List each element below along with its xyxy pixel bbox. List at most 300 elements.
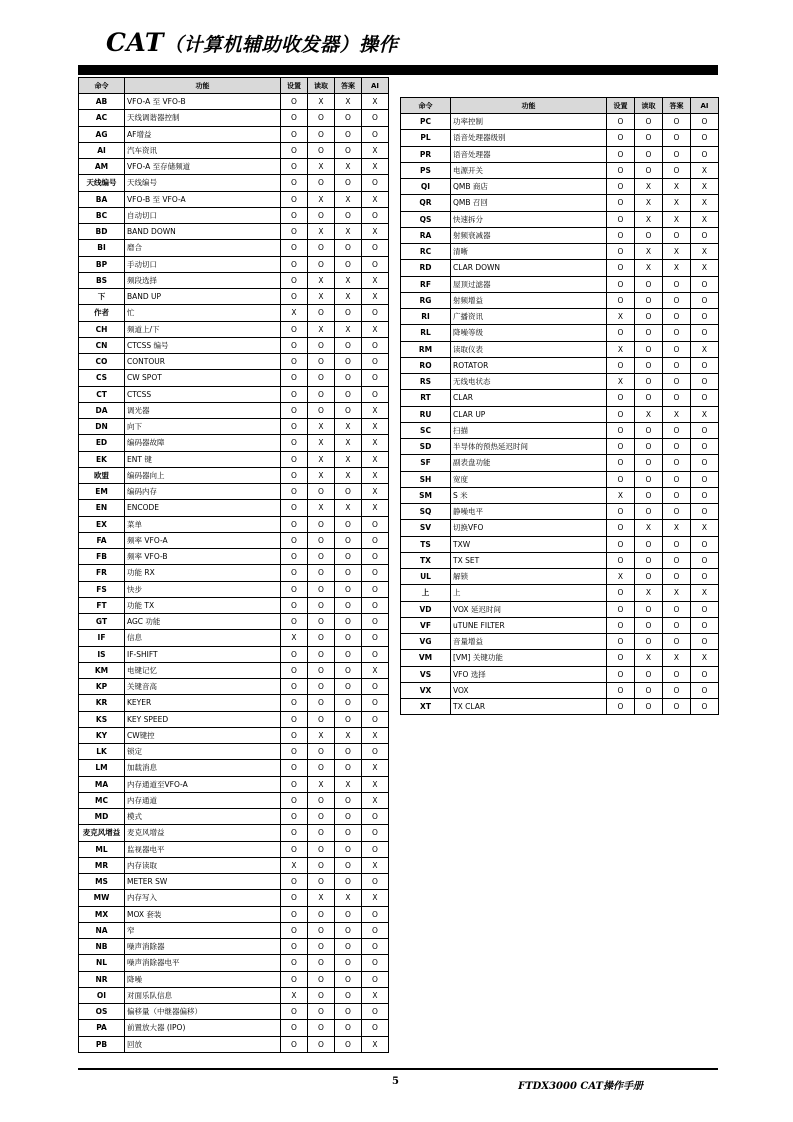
cell-read: O: [635, 666, 663, 682]
cell-command: EX: [79, 516, 125, 532]
cell-read: O: [635, 146, 663, 162]
cell-read: O: [308, 126, 335, 142]
table-row: [79, 955, 389, 971]
cell-function: 锁定: [125, 744, 281, 760]
cell-command: MW: [79, 890, 125, 906]
cell-ai: O: [691, 471, 719, 487]
cell-answer: O: [335, 126, 362, 142]
cell-command: KR: [79, 695, 125, 711]
table-row: [401, 552, 719, 568]
table-row: [401, 585, 719, 601]
cell-ai: O: [691, 439, 719, 455]
table-row: [401, 130, 719, 146]
cell-ai: X: [691, 211, 719, 227]
cell-answer: O: [335, 142, 362, 158]
cell-set: O: [281, 419, 308, 435]
cell-function: KEY SPEED: [125, 711, 281, 727]
cell-read: X: [635, 406, 663, 422]
cell-read: O: [635, 422, 663, 438]
cell-set: O: [281, 94, 308, 110]
cell-ai: O: [691, 422, 719, 438]
cell-set: O: [281, 337, 308, 353]
cell-ai: O: [362, 516, 389, 532]
cell-function: 屋顶过滤器: [451, 276, 607, 292]
cell-answer: O: [335, 370, 362, 386]
cell-read: O: [308, 110, 335, 126]
cell-set: O: [281, 110, 308, 126]
cell-answer: O: [663, 617, 691, 633]
cell-function: 降噪: [125, 971, 281, 987]
cell-command: RO: [401, 357, 451, 373]
cell-set: X: [281, 630, 308, 646]
cell-set: X: [281, 987, 308, 1003]
table-row: [79, 94, 389, 110]
cell-read: O: [308, 337, 335, 353]
cell-answer: X: [335, 727, 362, 743]
cell-function: 内存读取: [125, 857, 281, 873]
cell-read: X: [308, 94, 335, 110]
cell-set: O: [607, 585, 635, 601]
header-bar: [78, 65, 718, 75]
cell-read: O: [308, 841, 335, 857]
cell-ai: X: [691, 406, 719, 422]
cell-ai: O: [691, 114, 719, 130]
table-row: [79, 890, 389, 906]
cell-command: SD: [401, 439, 451, 455]
cell-command: NB: [79, 939, 125, 955]
cell-answer: X: [663, 585, 691, 601]
cell-set: O: [607, 634, 635, 650]
cell-answer: O: [335, 841, 362, 857]
table-row: [79, 402, 389, 418]
cell-answer: O: [335, 386, 362, 402]
table-row: [401, 666, 719, 682]
cell-set: O: [607, 682, 635, 698]
cell-ai: O: [691, 276, 719, 292]
cell-ai: O: [362, 906, 389, 922]
table-row: [401, 244, 719, 260]
cell-command: OS: [79, 1004, 125, 1020]
cell-command: RD: [401, 260, 451, 276]
cell-ai: X: [362, 435, 389, 451]
cell-function: CLAR DOWN: [451, 260, 607, 276]
cell-set: O: [607, 439, 635, 455]
cell-ai: X: [362, 142, 389, 158]
cell-answer: O: [663, 504, 691, 520]
cell-function: VFO-A 至存储频道: [125, 159, 281, 175]
cell-command: BC: [79, 207, 125, 223]
cell-function: 快速拆分: [451, 211, 607, 227]
cell-ai: X: [362, 500, 389, 516]
cell-ai: X: [691, 260, 719, 276]
table-row: [79, 500, 389, 516]
cell-read: X: [308, 435, 335, 451]
cell-function: 电键记忆: [125, 662, 281, 678]
cell-ai: O: [691, 569, 719, 585]
table-row: [79, 874, 389, 890]
cell-set: O: [607, 699, 635, 715]
cell-set: O: [281, 402, 308, 418]
cell-answer: X: [335, 451, 362, 467]
cell-command: IS: [79, 646, 125, 662]
cell-read: O: [308, 906, 335, 922]
cell-command: XT: [401, 699, 451, 715]
cell-ai: O: [362, 809, 389, 825]
table-row: [79, 256, 389, 272]
cell-function: 频率 VFO-A: [125, 532, 281, 548]
cell-set: O: [281, 695, 308, 711]
cell-read: X: [635, 585, 663, 601]
cell-command: NA: [79, 922, 125, 938]
cell-read: X: [308, 321, 335, 337]
cell-command: MX: [79, 906, 125, 922]
table-row: [79, 825, 389, 841]
cell-answer: X: [663, 195, 691, 211]
cell-answer: O: [335, 1036, 362, 1052]
cell-ai: O: [362, 646, 389, 662]
cell-set: O: [607, 211, 635, 227]
cell-command: QI: [401, 179, 451, 195]
cell-set: O: [607, 617, 635, 633]
table-row: [401, 276, 719, 292]
title-main: CAT: [106, 28, 165, 57]
cell-set: O: [281, 224, 308, 240]
header-answer: 答案: [335, 78, 362, 94]
cell-read: O: [635, 439, 663, 455]
cell-command: EK: [79, 451, 125, 467]
header-function: 功能: [125, 78, 281, 94]
cell-read: O: [308, 922, 335, 938]
cell-set: O: [607, 227, 635, 243]
cell-answer: X: [663, 260, 691, 276]
cell-function: MOX 套装: [125, 906, 281, 922]
cell-set: O: [607, 650, 635, 666]
cell-read: O: [308, 565, 335, 581]
cell-command: EN: [79, 500, 125, 516]
cell-function: 关键音高: [125, 679, 281, 695]
header-function: 功能: [451, 98, 607, 114]
cell-ai: X: [691, 650, 719, 666]
cell-ai: O: [362, 581, 389, 597]
cell-command: PL: [401, 130, 451, 146]
cell-command: FB: [79, 549, 125, 565]
cell-read: X: [635, 211, 663, 227]
cell-command: FS: [79, 581, 125, 597]
table-row: [401, 390, 719, 406]
cell-command: MD: [79, 809, 125, 825]
cell-ai: O: [362, 532, 389, 548]
cell-command: VX: [401, 682, 451, 698]
cell-answer: O: [335, 939, 362, 955]
cell-function: TX CLAR: [451, 699, 607, 715]
cell-command: CN: [79, 337, 125, 353]
cell-read: O: [308, 662, 335, 678]
cell-answer: O: [335, 744, 362, 760]
cell-command: RF: [401, 276, 451, 292]
cell-ai: X: [691, 585, 719, 601]
cell-command: KM: [79, 662, 125, 678]
cell-read: O: [308, 549, 335, 565]
cell-set: O: [281, 272, 308, 288]
table-row: [79, 630, 389, 646]
cell-read: O: [635, 569, 663, 585]
cell-ai: X: [362, 289, 389, 305]
cell-set: X: [607, 341, 635, 357]
cell-function: 调光器: [125, 402, 281, 418]
cell-ai: O: [691, 390, 719, 406]
cell-answer: X: [335, 94, 362, 110]
cell-read: O: [635, 471, 663, 487]
cell-read: O: [308, 679, 335, 695]
cell-ai: O: [362, 711, 389, 727]
cell-read: O: [308, 1020, 335, 1036]
cell-ai: O: [362, 126, 389, 142]
cell-read: O: [635, 357, 663, 373]
cell-command: SM: [401, 487, 451, 503]
table-row: [401, 617, 719, 633]
cell-command: PA: [79, 1020, 125, 1036]
cell-command: PS: [401, 162, 451, 178]
cell-function: 磨合: [125, 240, 281, 256]
table-row: [401, 520, 719, 536]
cell-read: X: [308, 451, 335, 467]
cell-function: 降噪等级: [451, 325, 607, 341]
cell-set: O: [281, 922, 308, 938]
title-subtitle: （计算机辅助收发器）操作: [164, 34, 399, 56]
table-row: [401, 357, 719, 373]
cell-command: RU: [401, 406, 451, 422]
cell-set: O: [281, 597, 308, 613]
cell-ai: X: [362, 776, 389, 792]
cell-read: O: [308, 175, 335, 191]
cell-answer: O: [663, 471, 691, 487]
table-row: [79, 939, 389, 955]
cell-ai: O: [691, 292, 719, 308]
cell-function: IF-SHIFT: [125, 646, 281, 662]
cell-read: X: [635, 244, 663, 260]
cell-answer: X: [335, 890, 362, 906]
cell-command: SV: [401, 520, 451, 536]
cell-read: O: [308, 1036, 335, 1052]
cell-function: 编码器故障: [125, 435, 281, 451]
command-table-left: [78, 77, 389, 1053]
cell-read: O: [308, 484, 335, 500]
cell-read: O: [308, 305, 335, 321]
cell-answer: O: [335, 110, 362, 126]
cell-set: O: [281, 565, 308, 581]
cell-set: O: [281, 240, 308, 256]
table-row: [79, 126, 389, 142]
table-row: [79, 240, 389, 256]
cell-ai: O: [691, 699, 719, 715]
cell-read: O: [635, 325, 663, 341]
cell-set: O: [281, 955, 308, 971]
table-row: [79, 792, 389, 808]
cell-ai: O: [691, 666, 719, 682]
cell-function: 噪声消除器: [125, 939, 281, 955]
cell-ai: O: [691, 682, 719, 698]
cell-function: CONTOUR: [125, 354, 281, 370]
cell-read: X: [308, 191, 335, 207]
header-set: 设置: [281, 78, 308, 94]
cell-set: O: [281, 792, 308, 808]
table-row: [401, 601, 719, 617]
table-row: [401, 650, 719, 666]
cell-read: O: [635, 601, 663, 617]
cell-answer: O: [335, 646, 362, 662]
cell-answer: O: [663, 162, 691, 178]
cell-ai: X: [362, 890, 389, 906]
cell-function: 功率控制: [451, 114, 607, 130]
cell-set: X: [281, 857, 308, 873]
cell-function: 加载消息: [125, 760, 281, 776]
cell-ai: O: [362, 939, 389, 955]
cell-set: X: [607, 309, 635, 325]
cell-set: O: [607, 146, 635, 162]
cell-set: O: [281, 890, 308, 906]
manual-title: FTDX3000 CAT操作手册: [518, 1081, 643, 1092]
table-row: [79, 159, 389, 175]
cell-ai: X: [691, 162, 719, 178]
cell-function: VOX: [451, 682, 607, 698]
cell-set: O: [607, 195, 635, 211]
cell-read: O: [635, 309, 663, 325]
cell-command: FR: [79, 565, 125, 581]
header-command: 命令: [401, 98, 451, 114]
cell-ai: O: [362, 922, 389, 938]
cell-answer: O: [663, 357, 691, 373]
cell-read: O: [308, 857, 335, 873]
cell-command: ML: [79, 841, 125, 857]
cell-command: VS: [401, 666, 451, 682]
cell-command: TX: [401, 552, 451, 568]
table-row: [401, 422, 719, 438]
cell-ai: X: [362, 987, 389, 1003]
cell-function: 自动切口: [125, 207, 281, 223]
cell-set: O: [281, 809, 308, 825]
cell-function: 频道上/下: [125, 321, 281, 337]
cell-answer: O: [663, 439, 691, 455]
cell-answer: O: [335, 809, 362, 825]
cell-function: 无线电状态: [451, 374, 607, 390]
cell-ai: O: [691, 227, 719, 243]
cell-ai: O: [362, 305, 389, 321]
cell-read: O: [635, 699, 663, 715]
cell-function: S 米: [451, 487, 607, 503]
cell-answer: O: [663, 390, 691, 406]
table-row: [401, 341, 719, 357]
cell-function: QMB 商店: [451, 179, 607, 195]
table-row: [79, 906, 389, 922]
cell-set: O: [281, 825, 308, 841]
cell-set: O: [281, 126, 308, 142]
cell-function: 上: [451, 585, 607, 601]
cell-ai: O: [691, 146, 719, 162]
table-header-row: [79, 78, 389, 94]
cell-ai: O: [362, 971, 389, 987]
table-row: [79, 435, 389, 451]
cell-ai: X: [691, 341, 719, 357]
cell-read: O: [308, 597, 335, 613]
cell-answer: O: [335, 874, 362, 890]
cell-read: X: [308, 159, 335, 175]
cell-command: RA: [401, 227, 451, 243]
cell-set: O: [281, 321, 308, 337]
cell-command: QR: [401, 195, 451, 211]
cell-read: O: [308, 354, 335, 370]
cell-set: O: [607, 601, 635, 617]
cell-answer: O: [663, 569, 691, 585]
table-row: [79, 727, 389, 743]
cell-function: ROTATOR: [451, 357, 607, 373]
table-row: [79, 175, 389, 191]
cell-command: 欧盟: [79, 467, 125, 483]
cell-ai: O: [362, 565, 389, 581]
cell-answer: O: [335, 662, 362, 678]
cell-command: RL: [401, 325, 451, 341]
cell-command: NR: [79, 971, 125, 987]
cell-ai: X: [362, 1036, 389, 1052]
header-ai: AI: [362, 78, 389, 94]
cell-answer: O: [335, 549, 362, 565]
cell-read: O: [635, 227, 663, 243]
cell-command: SH: [401, 471, 451, 487]
table-row: [401, 309, 719, 325]
cell-ai: X: [362, 484, 389, 500]
table-row: [401, 455, 719, 471]
cell-answer: O: [663, 699, 691, 715]
table-row: [79, 467, 389, 483]
cell-function: 语音处理器级别: [451, 130, 607, 146]
cell-ai: O: [362, 630, 389, 646]
cell-ai: O: [362, 874, 389, 890]
cell-ai: X: [362, 321, 389, 337]
cell-read: X: [308, 727, 335, 743]
table-row: [79, 289, 389, 305]
header-read: 读取: [308, 78, 335, 94]
cell-answer: O: [663, 130, 691, 146]
cell-ai: O: [362, 256, 389, 272]
table-row: [79, 841, 389, 857]
cell-set: O: [281, 939, 308, 955]
cell-command: PC: [401, 114, 451, 130]
table-row: [401, 179, 719, 195]
cell-ai: X: [362, 467, 389, 483]
table-row: [401, 227, 719, 243]
cell-function: METER SW: [125, 874, 281, 890]
cell-read: X: [308, 289, 335, 305]
cell-set: O: [281, 175, 308, 191]
cell-answer: O: [663, 455, 691, 471]
cell-set: O: [607, 504, 635, 520]
table-row: [401, 406, 719, 422]
cell-ai: O: [691, 487, 719, 503]
cell-command: UL: [401, 569, 451, 585]
table-row: [79, 305, 389, 321]
cell-ai: O: [691, 325, 719, 341]
cell-answer: O: [663, 487, 691, 503]
cell-ai: O: [362, 549, 389, 565]
cell-read: O: [635, 552, 663, 568]
table-row: [79, 987, 389, 1003]
cell-command: EM: [79, 484, 125, 500]
cell-read: X: [308, 890, 335, 906]
table-row: [79, 451, 389, 467]
cell-answer: O: [663, 146, 691, 162]
cell-set: O: [607, 390, 635, 406]
cell-command: BP: [79, 256, 125, 272]
table-row: [79, 695, 389, 711]
